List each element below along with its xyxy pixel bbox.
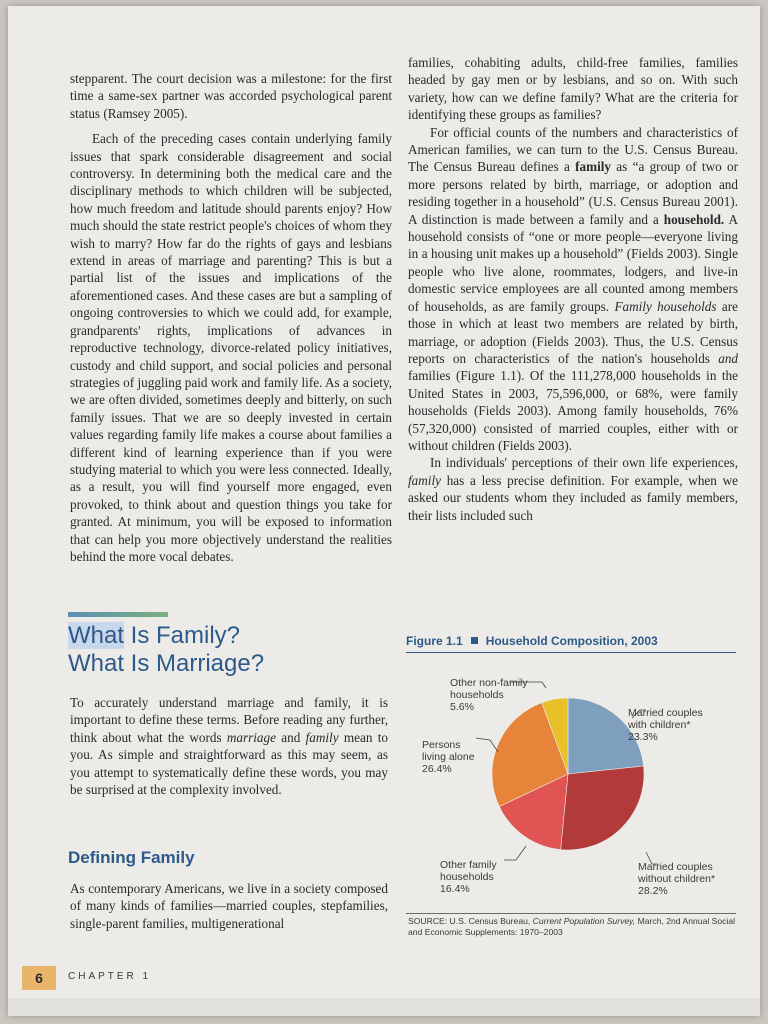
pie-label-line: households bbox=[450, 689, 504, 701]
figure-rule bbox=[406, 913, 736, 914]
pie-label-4 bbox=[450, 677, 528, 713]
term-family: family bbox=[575, 159, 612, 175]
paragraph: For official counts of the numbers and characteristics of American families, we can turn to the U.S. Census Bureau. The Census Bureau defines a family as “a group of two or more persons related by birth, marriage, or adoption and residing together in a household” (U.S. Census Bureau 2001). A distinction is made between a family and a household. A household consists of “one or more people—everyone living in a housing unit makes up a household” (Fields 2003). Single people who live alone, roommates, lodgers, and live-in domestic service employees are all counted among members of households, as are family groups. Family households are those in which at least two members are related by birth, marriage, or adoption (Fields 2003). Thus, the U.S. Census reports on characteristics of the nation's households and families (Figure 1.1). Of the 111,278,000 households in the United States in 2003, 75,596,000, or 68%, were family households (Fields 2003). Among family households, 76% (57,320,000) consisted of married couples, either with or without children (Fields 2003). bbox=[408, 124, 739, 453]
pie-label-line: Other non-family bbox=[450, 677, 528, 689]
page-bottom-band bbox=[8, 998, 760, 1016]
subsection-title: Defining Family bbox=[68, 848, 195, 867]
pie-label-3 bbox=[422, 739, 475, 775]
pie-label-line: 28.2% bbox=[638, 885, 668, 897]
figure-label: Figure 1.1 bbox=[406, 634, 463, 648]
page-number: 6 bbox=[22, 966, 56, 990]
highlighted-word: What bbox=[68, 622, 125, 649]
subsection-text bbox=[70, 880, 388, 932]
pie-label-line: living alone bbox=[422, 751, 475, 763]
book-page bbox=[8, 6, 760, 1016]
section-title-line2: What Is Marriage? bbox=[68, 650, 265, 677]
pie-slice-1 bbox=[561, 766, 644, 850]
pie-label-line: 5.6% bbox=[450, 701, 474, 713]
pie-label-1 bbox=[637, 861, 715, 897]
pie-label-line: with children* bbox=[628, 719, 691, 731]
term-household: household. bbox=[663, 211, 725, 227]
square-bullet-icon bbox=[471, 637, 478, 644]
figure-caption: Household Composition, 2003 bbox=[485, 634, 658, 648]
right-column-top bbox=[408, 54, 738, 524]
figure-header bbox=[406, 634, 736, 653]
pie-label-line: without children* bbox=[638, 873, 716, 885]
pie-chart bbox=[406, 654, 746, 912]
pie-label-line: Married couples bbox=[638, 861, 713, 873]
pie-label-line: Persons bbox=[422, 739, 461, 751]
pie-label-line: 16.4% bbox=[440, 883, 470, 895]
pie-label-line: 26.4% bbox=[422, 763, 452, 775]
paragraph: To accurately understand marriage and family, it is important to define these terms. Before reading any further, think about what the words marriage and family mean to you. As simple and straightforward as this may seem, as you attempt to systematically define these words, you may be surprised at the complexity involved. bbox=[70, 695, 388, 798]
pie-label-line: 23.3% bbox=[628, 731, 658, 743]
paragraph: families, cohabiting adults, child-free families, families headed by gay men or by lesbians, and so on. With such variety, how can we define family? What are the criteria for identifying these groups as families? bbox=[408, 55, 738, 123]
pie-label-line: Married couples bbox=[628, 707, 703, 719]
section-accent-rule bbox=[68, 612, 168, 617]
section-intro bbox=[70, 694, 388, 798]
section-title-line1: What Is Family? bbox=[68, 622, 241, 649]
pie-label-line: households bbox=[440, 871, 494, 883]
paragraph: stepparent. The court decision was a milestone: for the first time a same-sex partner was accorded psychological parent status (Ramsey 2005). bbox=[70, 71, 392, 121]
pie-label-line: Other family bbox=[440, 859, 497, 871]
figure-source: SOURCE: U.S. Census Bureau, Current Population Survey, March, 2nd Annual Social and Economic Supplements: 1970–2003 bbox=[408, 916, 736, 937]
pie-label-2 bbox=[440, 859, 497, 895]
pie-label-0 bbox=[627, 707, 703, 743]
left-column-top bbox=[70, 70, 392, 565]
section-title bbox=[68, 622, 388, 678]
paragraph: In individuals' perceptions of their own life experiences, family has a less precise definition. For example, when we asked our students whom they included as family members, their lists included such bbox=[408, 455, 738, 523]
paragraph: As contemporary Americans, we live in a society composed of many kinds of families—married couples, stepfamilies, single-parent families, multigenerational bbox=[70, 881, 388, 931]
paragraph: Each of the preceding cases contain underlying family issues that spark considerable disagreement and social controversy. In determining both the medical care and the disciplinary methods to which children will be subjected, how much freedom and latitude should parents enjoy? How much should the state restrict people's choices of whom they wish to marry? How far do the rights of gays and lesbians extend in areas of marriage and parenting? This is but a partial list of the issues and implications of the aforementioned cases. And these cases are but a sampling of ongoing controversies to which we could add, for example, grandparents' rights, implications of advances in reproductive technology, divorce-related policy initiatives, custody and child support, and social policies and personal strategies of juggling paid work and family life. As a society, we are often divided, sometimes deeply and bitterly, on such family issues. That we are so deeply invested in certain values regarding family life makes a course about families a different kind of learning experience than if you were studying material to which you were less connected. Ideally, as a result, you will find yourself more engaged, even provoked, to think about and question things you take for granted. At minimum, you will be exposed to information that can help you more objectively understand the realities behind the more vocal debates. bbox=[70, 131, 392, 564]
term-family-households: Family households bbox=[614, 298, 717, 314]
chapter-label: CHAPTER 1 bbox=[68, 971, 152, 982]
